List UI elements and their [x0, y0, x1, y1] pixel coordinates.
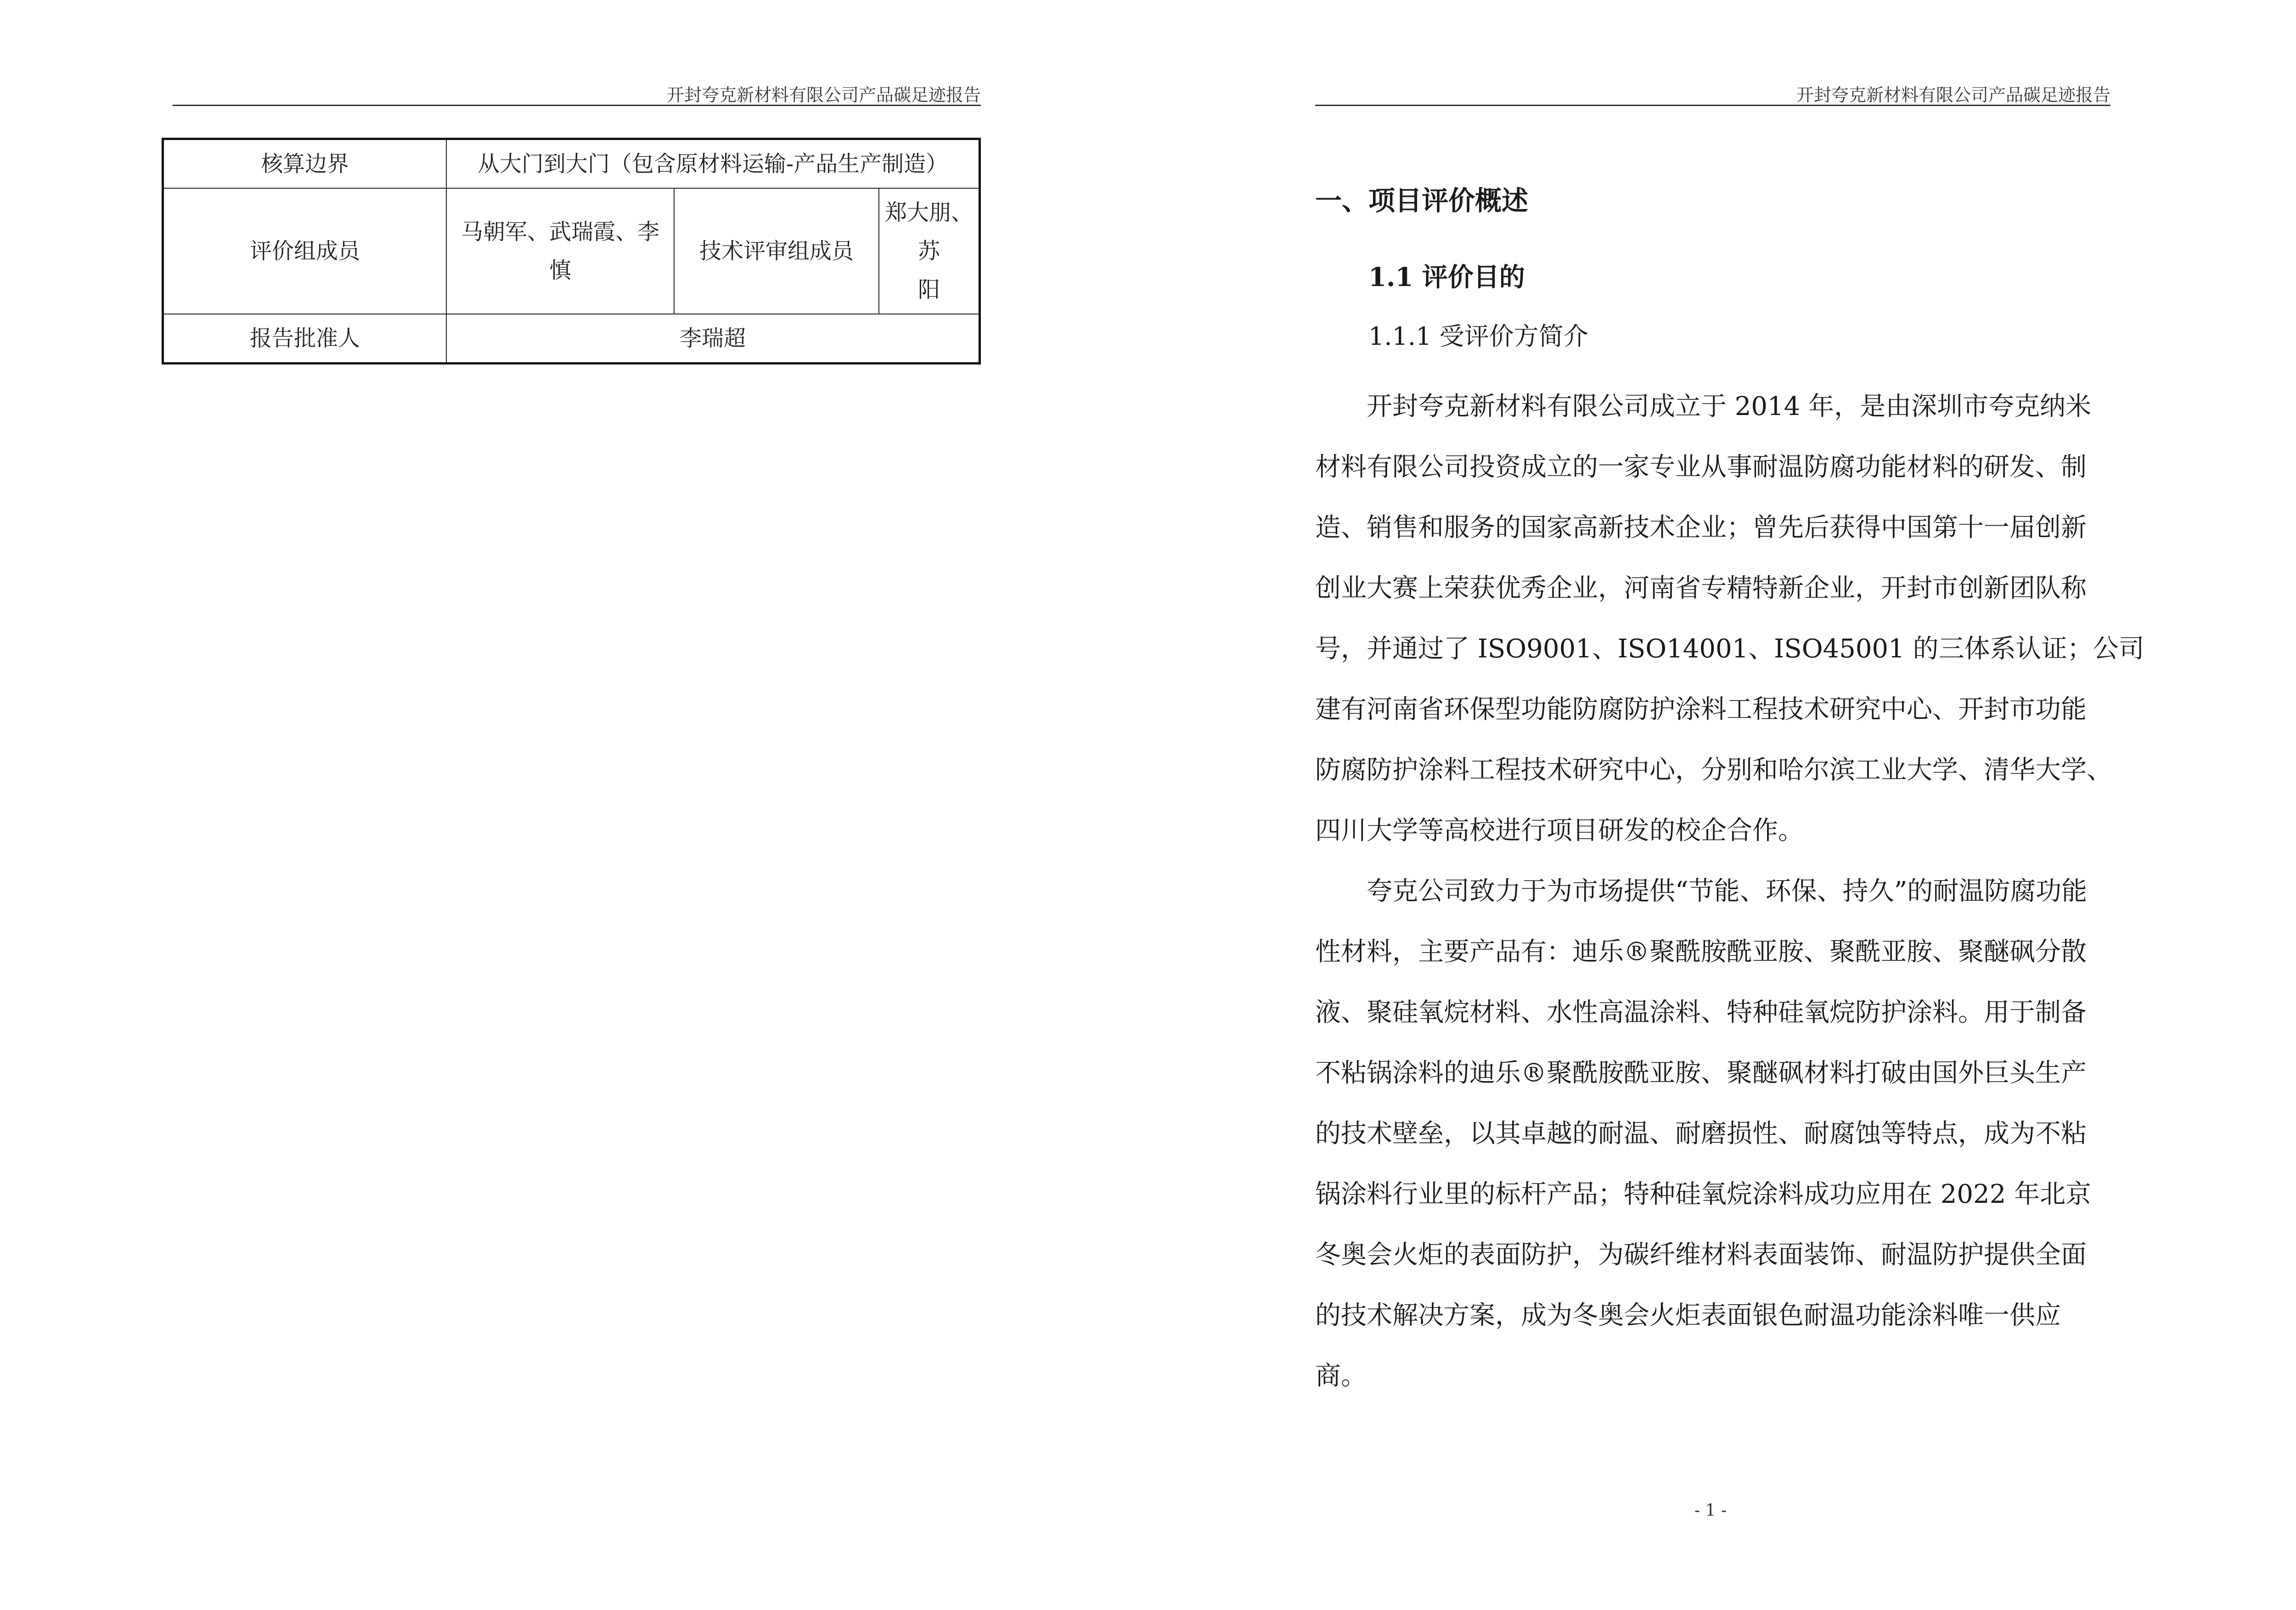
paragraph-line: 的技术壁垒，以其卓越的耐温、耐磨损性、耐腐蚀等特点，成为不粘	[1315, 1119, 2087, 1149]
table-row	[163, 314, 980, 364]
paragraph-line: 冬奥会火炬的表面防护，为碳纤维材料表面装饰、耐温防护提供全面	[1315, 1240, 2087, 1270]
members-label: 评价组成员	[163, 188, 447, 314]
table-row	[163, 139, 980, 189]
paragraph-line: 商。	[1315, 1361, 1367, 1391]
paragraph-line: 建有河南省环保型功能防腐防护涂料工程技术研究中心、开封市功能	[1315, 695, 2087, 724]
approver-label: 报告批准人	[163, 314, 447, 364]
subsubsection-title: 1.1.1 受评价方简介	[1368, 322, 1588, 351]
reviewers-line2: 阳	[917, 277, 940, 303]
reviewers-label: 技术评审组成员	[674, 188, 879, 314]
paragraph-line: 不粘锅涂料的迪乐®聚酰胺酰亚胺、聚醚砜材料打破由国外巨头生产	[1315, 1058, 2087, 1088]
paragraph-line: 锅涂料行业里的标杆产品；特种硅氧烷涂料成功应用在 2022 年北京	[1315, 1179, 2092, 1209]
members-value	[446, 188, 674, 314]
paragraph-line: 防腐防护涂料工程技术研究中心，分别和哈尔滨工业大学、清华大学、	[1315, 755, 2112, 785]
page-right	[2278, 0, 2296, 1610]
running-header: 开封夸克新材料有限公司产品碳足迹报告	[666, 85, 981, 105]
company-intro-paragraph	[1315, 376, 2144, 861]
running-header	[2278, 81, 2296, 106]
subsection-title: 1.1 评价目的	[1368, 262, 1525, 292]
members-line2: 慎	[549, 258, 571, 283]
paragraph-line: 四川大学等高校进行项目研发的校企合作。	[1315, 816, 1804, 846]
boundary-value: 从大门到大门（包含原材料运输-产品生产制造）	[446, 139, 980, 189]
boundary-label: 核算边界	[163, 139, 447, 189]
paragraph-line: 夸克公司致力于为市场提供“节能、环保、持久”的耐温防腐功能	[1367, 876, 2088, 906]
approver-value: 李瑞超	[446, 314, 980, 364]
table-row	[163, 188, 980, 314]
page-left	[0, 0, 1139, 1610]
paragraph-line: 性材料，主要产品有：迪乐®聚酰胺酰亚胺、聚酰亚胺、聚醚砜分散	[1315, 937, 2087, 967]
paragraph-line: 创业大赛上荣获优秀企业，河南省专精特新企业，开封市创新团队称	[1315, 573, 2087, 603]
paragraph-line: 液、聚硅氧烷材料、水性高温涂料、特种硅氧烷防护涂料。用于制备	[1315, 998, 2087, 1027]
products-paragraph	[1315, 861, 2110, 1407]
report-info-table	[162, 138, 981, 365]
paragraph-line: 的技术解决方案，成为冬奥会火炬表面银色耐温功能涂料唯一供应	[1315, 1301, 2061, 1330]
reviewers-line1: 郑大朋、苏	[885, 200, 974, 264]
section-title: 一、项目评价概述	[1315, 185, 1529, 216]
header-rule	[1315, 105, 2110, 106]
header-rule	[173, 105, 981, 106]
paragraph-line: 开封夸克新材料有限公司成立于 2014 年，是由深圳市夸克纳米	[1367, 392, 2092, 421]
paragraph-line: 号，并通过了 ISO9001、ISO14001、ISO45001 的三体系认证；公司	[1315, 634, 2144, 664]
paragraph-line: 材料有限公司投资成立的一家专业从事耐温防腐功能材料的研发、制	[1315, 452, 2087, 482]
members-line1: 马朝军、武瑞霞、李	[461, 219, 659, 245]
reviewers-value	[879, 188, 980, 314]
running-header: 开封夸克新材料有限公司产品碳足迹报告	[1796, 85, 2110, 105]
page-middle	[1139, 0, 2278, 1610]
paragraph-line: 造、销售和服务的国家高新技术企业；曾先后获得中国第十一届创新	[1315, 513, 2087, 543]
page-number: - 1 -	[1694, 1501, 1727, 1520]
